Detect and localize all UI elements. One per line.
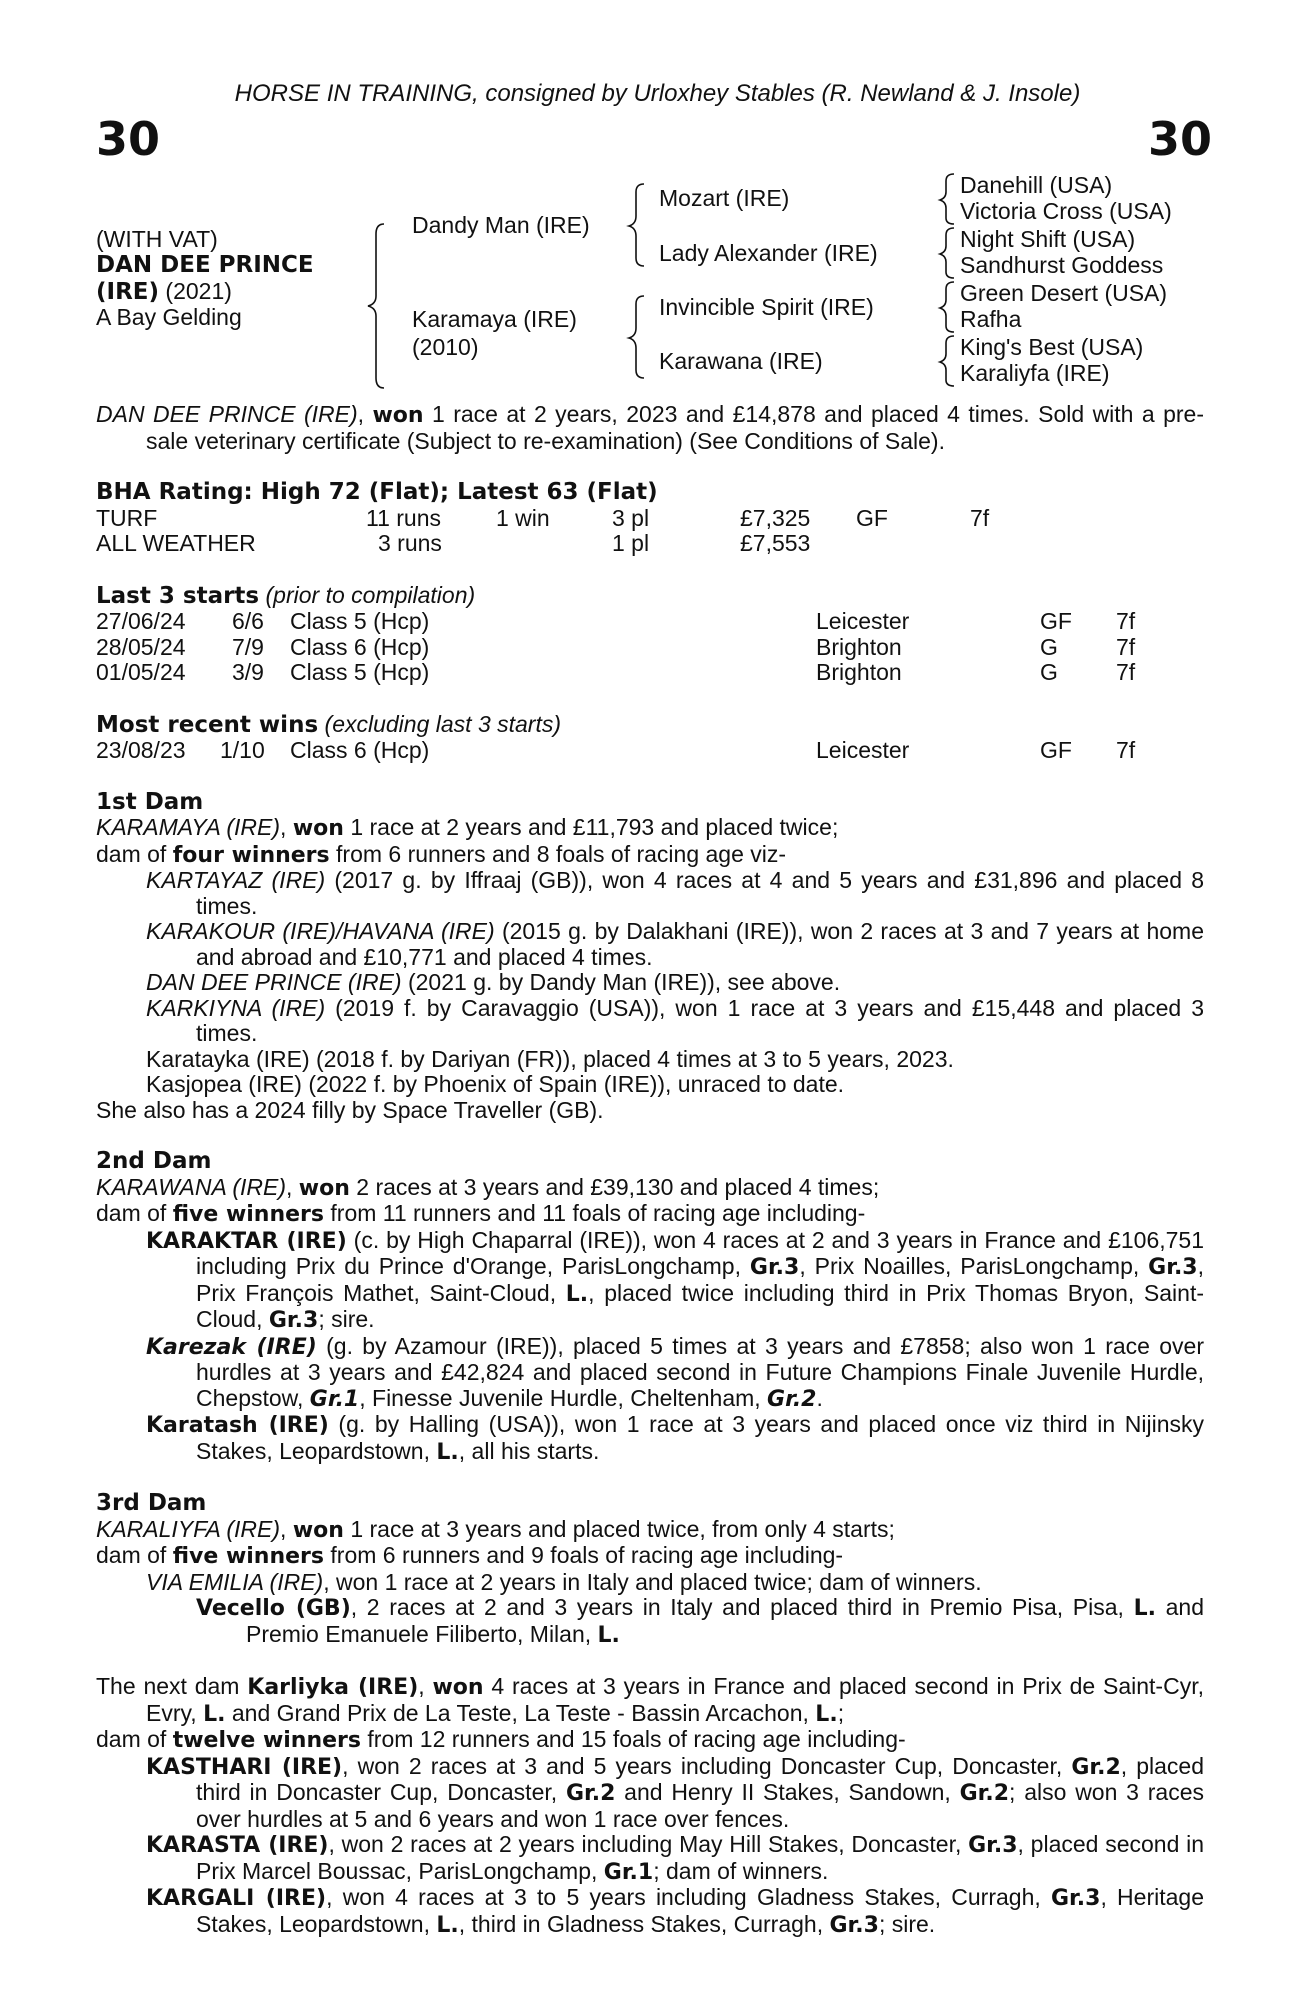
second-dam-produce-summary: dam of five winners from 11 runners and 11 foals of racing age including- xyxy=(96,1200,866,1227)
third-dam-produce-summary: dam of five winners from 6 runners and 9 foals of racing age including- xyxy=(96,1542,844,1569)
vat-note: (WITH VAT) xyxy=(96,226,218,252)
next-dam-produce-summary: dam of twelve winners from 12 runners and 15 foals of racing age including- xyxy=(96,1726,906,1753)
pedigree-gen4-5: Green Desert (USA) xyxy=(960,280,1168,306)
first-dam-section xyxy=(96,790,1204,1124)
bracket-gen3-b xyxy=(940,228,954,278)
third-dam-record: KARALIYFA (IRE), won 1 race at 3 years and placed twice, from only 4 starts; xyxy=(96,1515,895,1543)
pedigree-sire: Dandy Man (IRE) xyxy=(412,212,590,238)
last-starts xyxy=(96,583,1204,686)
start-row: 01/05/24 3/9 Class 5 (Hcp) Brighton G 7f xyxy=(96,659,1136,685)
produce-item: KASTHARI (IRE), won 2 races at 3 and 5 years including Doncaster Cup, Doncaster, Gr.2, placed third in Doncaster Cup, Doncaster, Gr.2 and Henry II Stakes, Sandown, Gr.2; also won 3 races over hurdles at 5 and 6 years and won 1 race over fences. xyxy=(146,1752,1205,1832)
pedigree-gen4-8: Karaliyfa (IRE) xyxy=(960,360,1110,386)
produce-item: Karezak (IRE) (g. by Azamour (IRE)), placed 5 times at 3 years and £7858; also won 1 race over hurdles at 3 years and £42,824 and placed second in Future Champions Finale Juvenile Hurdle, Chepstow, Gr.1, Finesse Juvenile Hurdle, Cheltenham, Gr.2. xyxy=(146,1332,1205,1412)
pedigree-sire-sire: Mozart (IRE) xyxy=(659,185,790,211)
recent-wins xyxy=(96,712,1204,764)
horse-summary: DAN DEE PRINCE (IRE), won 1 race at 2 years, 2023 and £14,878 and placed 4 times. Sold with a pre-sale veterinary certificate (Subject to re-examination) (See Conditions of Sale). xyxy=(96,401,1204,454)
bracket-gen2-sire xyxy=(629,184,644,266)
third-dam-section xyxy=(96,1491,1204,1648)
start-row: 28/05/24 7/9 Class 6 (Hcp) Brighton G 7f xyxy=(96,633,1136,660)
pedigree-gen4-7: King's Best (USA) xyxy=(960,334,1144,360)
bracket-gen2-dam xyxy=(629,296,644,378)
pedigree-sire-dam: Lady Alexander (IRE) xyxy=(659,240,878,266)
first-dam-produce-summary: dam of four winners from 6 runners and 8 foals of racing age viz- xyxy=(96,840,787,868)
race-record xyxy=(96,480,1204,557)
produce-item: KARGALI (IRE), won 4 races at 3 to 5 years including Gladness Stakes, Curragh, Gr.3, Heritage Stakes, Leopardstown, L., third in Gladness Stakes, Curragh, Gr.3; sire. xyxy=(146,1884,1204,1938)
horse-name: DAN DEE PRINCE xyxy=(96,252,314,278)
pedigree-gen4-1: Danehill (USA) xyxy=(960,172,1113,198)
produce-item: KARAKTAR (IRE) (c. by High Chaparral (IRE)), won 4 races at 2 and 3 years in France and £106,751 including Prix du Prince d'Orange, ParisLongchamp, Gr.3, Prix Noailles, ParisLongchamp, Gr.3, Prix François Mathet, Saint-Cloud, L., placed twice including third in Prix Thomas Bryon, Saint-Cloud, Gr.3; sire. xyxy=(146,1226,1205,1333)
first-dam-title: 1st Dam xyxy=(96,788,204,815)
pedigree-dam-year: (2010) xyxy=(412,334,479,360)
produce-item: KARKIYNA (IRE) (2019 f. by Caravaggio (USA)), won 1 race at 3 years and £15,448 and placed 3 times. xyxy=(146,994,1204,1046)
bracket-gen3-a xyxy=(940,174,954,224)
pedigree-gen4-6: Rafha xyxy=(960,306,1022,332)
win-row: 23/08/23 1/10 Class 6 (Hcp) Leicester GF 7f xyxy=(96,737,1136,763)
lot-number-left: 30 xyxy=(96,112,161,166)
bracket-gen1 xyxy=(368,224,384,388)
pedigree-gen4-3: Night Shift (USA) xyxy=(960,226,1136,252)
pedigree-gen4-4: Sandhurst Goddess xyxy=(960,252,1164,278)
produce-item: DAN DEE PRINCE (IRE) (2021 g. by Dandy Man (IRE)), see above. xyxy=(146,969,841,995)
next-dam-section xyxy=(96,1674,1204,1938)
pedigree-dam: Karamaya (IRE) xyxy=(412,306,577,332)
produce-item: Karatash (IRE) (g. by Halling (USA)), won 1 race at 3 years and placed once viz third in Nijinsky Stakes, Leopardstown, L., all his starts. xyxy=(146,1411,1204,1465)
lot-number-right: 30 xyxy=(1148,112,1213,166)
horse-description: A Bay Gelding xyxy=(96,304,242,330)
second-dam-title: 2nd Dam xyxy=(96,1148,212,1174)
produce-item: Kasjopea (IRE) (2022 f. by Phoenix of Spain (IRE)), unraced to date. xyxy=(146,1071,845,1097)
recent-wins-title: Most recent wins (excluding last 3 starts) xyxy=(96,710,562,738)
produce-item: KARAKOUR (IRE)/HAVANA (IRE) (2015 g. by Dalakhani (IRE)), won 2 races at 3 and 7 years at home and abroad and £10,771 and placed 4 times. xyxy=(146,918,1204,970)
first-dam-footer: She also has a 2024 filly by Space Traveller (GB). xyxy=(96,1096,604,1123)
bha-rating: BHA Rating: High 72 (Flat); Latest 63 (Flat) xyxy=(96,479,658,505)
consignment-header: HORSE IN TRAINING, consigned by Urloxhey Stables (R. Newland & J. Insole) xyxy=(234,80,1081,107)
bracket-gen3-d xyxy=(940,336,954,386)
third-dam-title: 3rd Dam xyxy=(96,1490,207,1516)
produce-item: VIA EMILIA (IRE), won 1 race at 2 years in Italy and placed twice; dam of winners. xyxy=(146,1568,982,1595)
produce-item: Vecello (GB), 2 races at 2 and 3 years in Italy and placed third in Premio Pisa, Pisa, L. and Premio Emanuele Filiberto, Milan, L. xyxy=(196,1594,1205,1648)
bracket-gen3-c xyxy=(940,282,954,332)
produce-item: Karatayka (IRE) (2018 f. by Dariyan (FR)), placed 4 times at 3 to 5 years, 2023. xyxy=(146,1045,954,1072)
start-row: 27/06/24 6/6 Class 5 (Hcp) Leicester GF 7f xyxy=(96,608,1136,634)
last-starts-title: Last 3 starts (prior to compilation) xyxy=(96,581,476,609)
catalogue-body xyxy=(96,402,1204,1938)
record-row-turf: TURF 11 runs 1 win 3 pl £7,325 GF 7f xyxy=(96,504,990,531)
horse-country-year: (IRE) (2021) xyxy=(96,278,232,305)
pedigree-gen4-2: Victoria Cross (USA) xyxy=(960,198,1172,224)
pedigree-dam-dam: Karawana (IRE) xyxy=(659,348,823,374)
next-dam-record: The next dam Karliyka (IRE), won 4 races at 3 years in France and placed second in Prix de Saint-Cyr, Evry, L. and Grand Prix de La Teste, La Teste - Bassin Arcachon, L.; xyxy=(96,1673,1204,1727)
record-row-all-weather: ALL WEATHER 3 runs 1 pl £7,553 xyxy=(96,530,811,556)
second-dam-record: KARAWANA (IRE), won 2 races at 3 years and £39,130 and placed 4 times; xyxy=(96,1173,880,1201)
first-dam-record: KARAMAYA (IRE), won 1 race at 2 years and £11,793 and placed twice; xyxy=(96,814,839,841)
produce-item: KARASTA (IRE), won 2 races at 2 years including May Hill Stakes, Doncaster, Gr.3, placed second in Prix Marcel Boussac, ParisLongchamp, Gr.1; dam of winners. xyxy=(146,1831,1205,1885)
produce-item: KARTAYAZ (IRE) (2017 g. by Iffraaj (GB)), won 4 races at 4 and 5 years and £31,896 and placed 8 times. xyxy=(146,867,1204,919)
second-dam-section xyxy=(96,1149,1204,1465)
pedigree-dam-sire: Invincible Spirit (IRE) xyxy=(659,294,874,320)
